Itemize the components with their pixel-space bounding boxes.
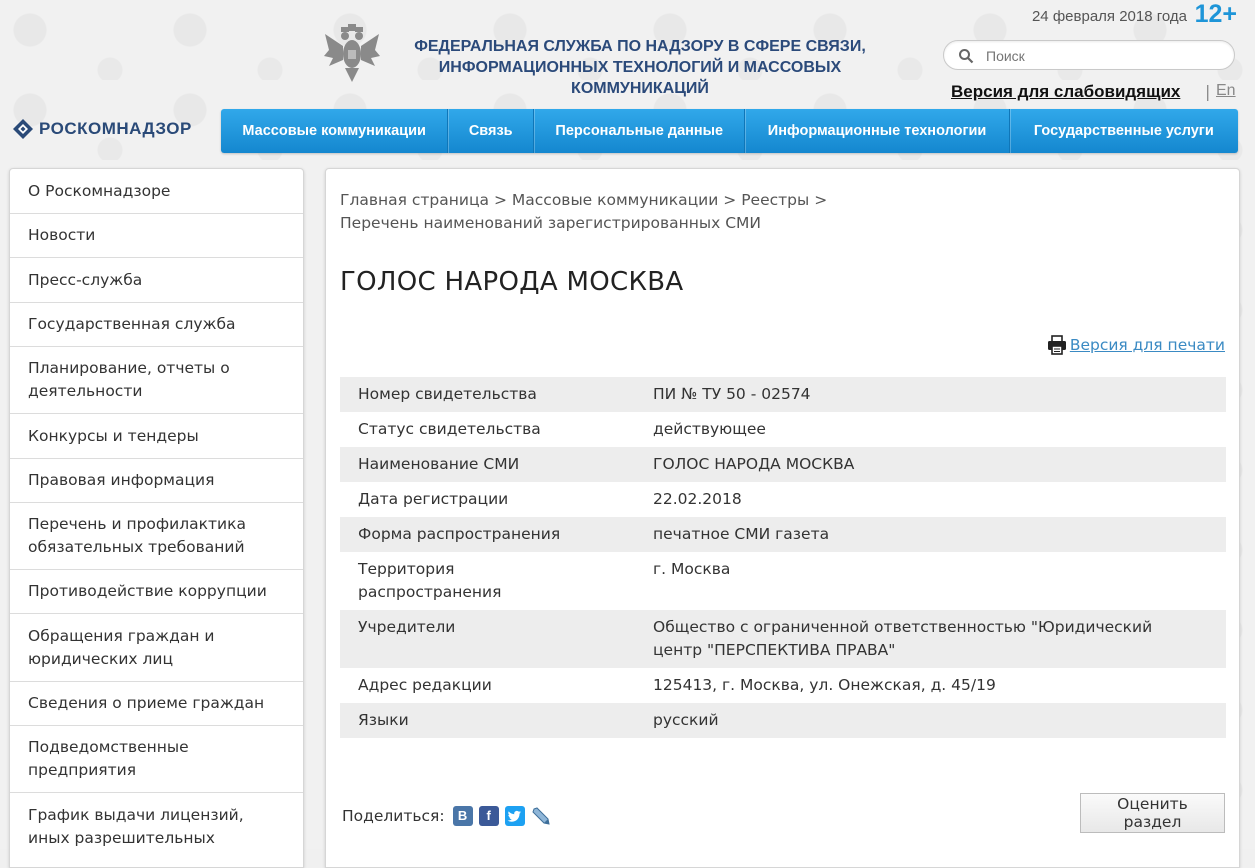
lang-en-link[interactable]: En (1216, 82, 1236, 99)
breadcrumb-separator: > (814, 191, 828, 209)
search-icon[interactable] (958, 48, 974, 64)
field-value: действующее (653, 420, 766, 438)
sidebar-item-mandatory-requirements[interactable]: Перечень и профилактика обязательных требований (10, 503, 303, 570)
current-date: 24 февраля 2018 года (1031, 8, 1187, 25)
sidebar-item-anti-corruption[interactable]: Противодействие коррупции (10, 570, 303, 614)
sidebar-item-reception[interactable]: Сведения о приеме граждан (10, 682, 303, 726)
table-row (340, 517, 1226, 552)
sidebar-item-civil-service[interactable]: Государственная служба (10, 303, 303, 347)
sidebar-item-news[interactable]: Новости (10, 214, 303, 258)
accessible-version-link[interactable]: Версия для слабовидящих (951, 82, 1181, 101)
sidebar-item-license-schedule[interactable]: График выдачи лицензий, иных разрешительных (28, 805, 244, 847)
field-value: ГОЛОС НАРОДА МОСКВА (653, 447, 1226, 482)
field-label: Учредители (340, 610, 653, 668)
field-label: Дата регистрации (358, 490, 509, 508)
breadcrumb (340, 189, 1220, 235)
field-label: Наименование СМИ (340, 447, 653, 482)
field-value: 125413, г. Москва, ул. Онежская, д. 45/19 (653, 676, 996, 694)
sidebar-menu (9, 168, 304, 868)
field-value: русский (653, 703, 1226, 738)
breadcrumb-registries[interactable]: Реестры (741, 191, 810, 209)
agency-name-line2: ИНФОРМАЦИОННЫХ ТЕХНОЛОГИЙ И МАССОВЫХ КОММУНИКАЦИЙ (438, 59, 842, 97)
sidebar-item-subordinate-enterprises[interactable]: Подведомственные предприятия (10, 726, 303, 793)
field-value: 22.02.2018 (653, 490, 742, 508)
facebook-share-icon[interactable]: f (479, 806, 499, 826)
nav-item-mass-communications[interactable]: Массовые коммуникации (221, 109, 448, 153)
field-value: печатное СМИ газета (653, 517, 1226, 552)
share-label: Поделиться: (342, 807, 445, 825)
age-rating-badge: 12+ (1194, 0, 1237, 28)
print-version[interactable] (1047, 335, 1225, 355)
sidebar-item-tenders[interactable]: Конкурсы и тендеры (10, 414, 303, 459)
logo-mark-icon (12, 118, 34, 140)
nav-item-personal-data[interactable]: Персональные данные (534, 109, 745, 153)
table-row (340, 377, 1226, 412)
field-label: Номер свидетельства (340, 377, 653, 412)
agency-name (390, 36, 890, 99)
field-value: Общество с ограниченной ответственностью "Юридический центр "ПЕРСПЕКТИВА ПРАВА" (653, 610, 1226, 668)
main-navigation (221, 109, 1238, 153)
breadcrumb-mass-communications[interactable]: Массовые коммуникации (511, 191, 719, 209)
sidebar-item-about[interactable]: О Роскомнадзоре (10, 169, 303, 214)
table-row (340, 552, 1226, 610)
field-label: Форма распространения (340, 517, 653, 552)
table-row (340, 412, 1226, 447)
agency-name-line1: ФЕДЕРАЛЬНАЯ СЛУЖБА ПО НАДЗОРУ В СФЕРЕ СВЯЗИ, (414, 38, 866, 55)
table-row (340, 668, 1226, 703)
field-label: Языки (340, 703, 653, 738)
logo-text: РОСКОМНАДЗОР (39, 119, 192, 138)
sidebar-item-legal-info[interactable]: Правовая информация (10, 459, 303, 503)
nav-item-government-services[interactable]: Государственные услуги (1033, 123, 1214, 139)
field-label: Статус свидетельства (358, 420, 541, 438)
coat-of-arms-icon (323, 24, 381, 84)
nav-item-communications[interactable]: Связь (448, 109, 534, 153)
breadcrumb-current[interactable]: Перечень наименований зарегистрированных СМИ (340, 214, 761, 232)
vk-share-icon[interactable]: В (453, 806, 473, 826)
rate-section-button[interactable]: Оценить раздел (1080, 793, 1225, 833)
sidebar-item-press[interactable]: Пресс-служба (10, 258, 303, 303)
table-row (340, 447, 1226, 482)
registry-record-table (340, 377, 1226, 738)
livejournal-share-icon[interactable] (531, 806, 551, 826)
field-label: Адрес редакции (358, 676, 492, 694)
breadcrumb-home[interactable]: Главная страница (340, 191, 490, 209)
sidebar-item-appeals[interactable]: Обращения граждан и юридических лиц (10, 614, 303, 682)
field-value: ПИ № ТУ 50 - 02574 (653, 377, 1226, 412)
search-box[interactable] (943, 40, 1235, 70)
site-header (0, 0, 1255, 160)
main-content (325, 168, 1240, 868)
table-row (340, 610, 1226, 668)
search-input[interactable] (984, 45, 1228, 67)
table-row (340, 703, 1226, 738)
print-version-link[interactable]: Версия для печати (1069, 336, 1225, 354)
sidebar-item-planning-reports[interactable]: Планирование, отчеты о деятельности (10, 347, 303, 414)
page-title: ГОЛОС НАРОДА МОСКВА (340, 267, 684, 297)
roskomnadzor-logo[interactable] (12, 117, 192, 141)
share-bar (342, 806, 551, 826)
twitter-share-icon[interactable] (505, 806, 525, 826)
printer-icon[interactable] (1047, 335, 1067, 355)
table-row (340, 482, 1226, 517)
field-value: г. Москва (653, 560, 731, 578)
nav-item-information-technology[interactable]: Информационные технологии (745, 109, 1009, 153)
field-label: Территория распространения (358, 560, 502, 601)
breadcrumb-separator: > (723, 191, 737, 209)
lang-separator: | (1205, 82, 1211, 101)
breadcrumb-separator: > (493, 191, 507, 209)
